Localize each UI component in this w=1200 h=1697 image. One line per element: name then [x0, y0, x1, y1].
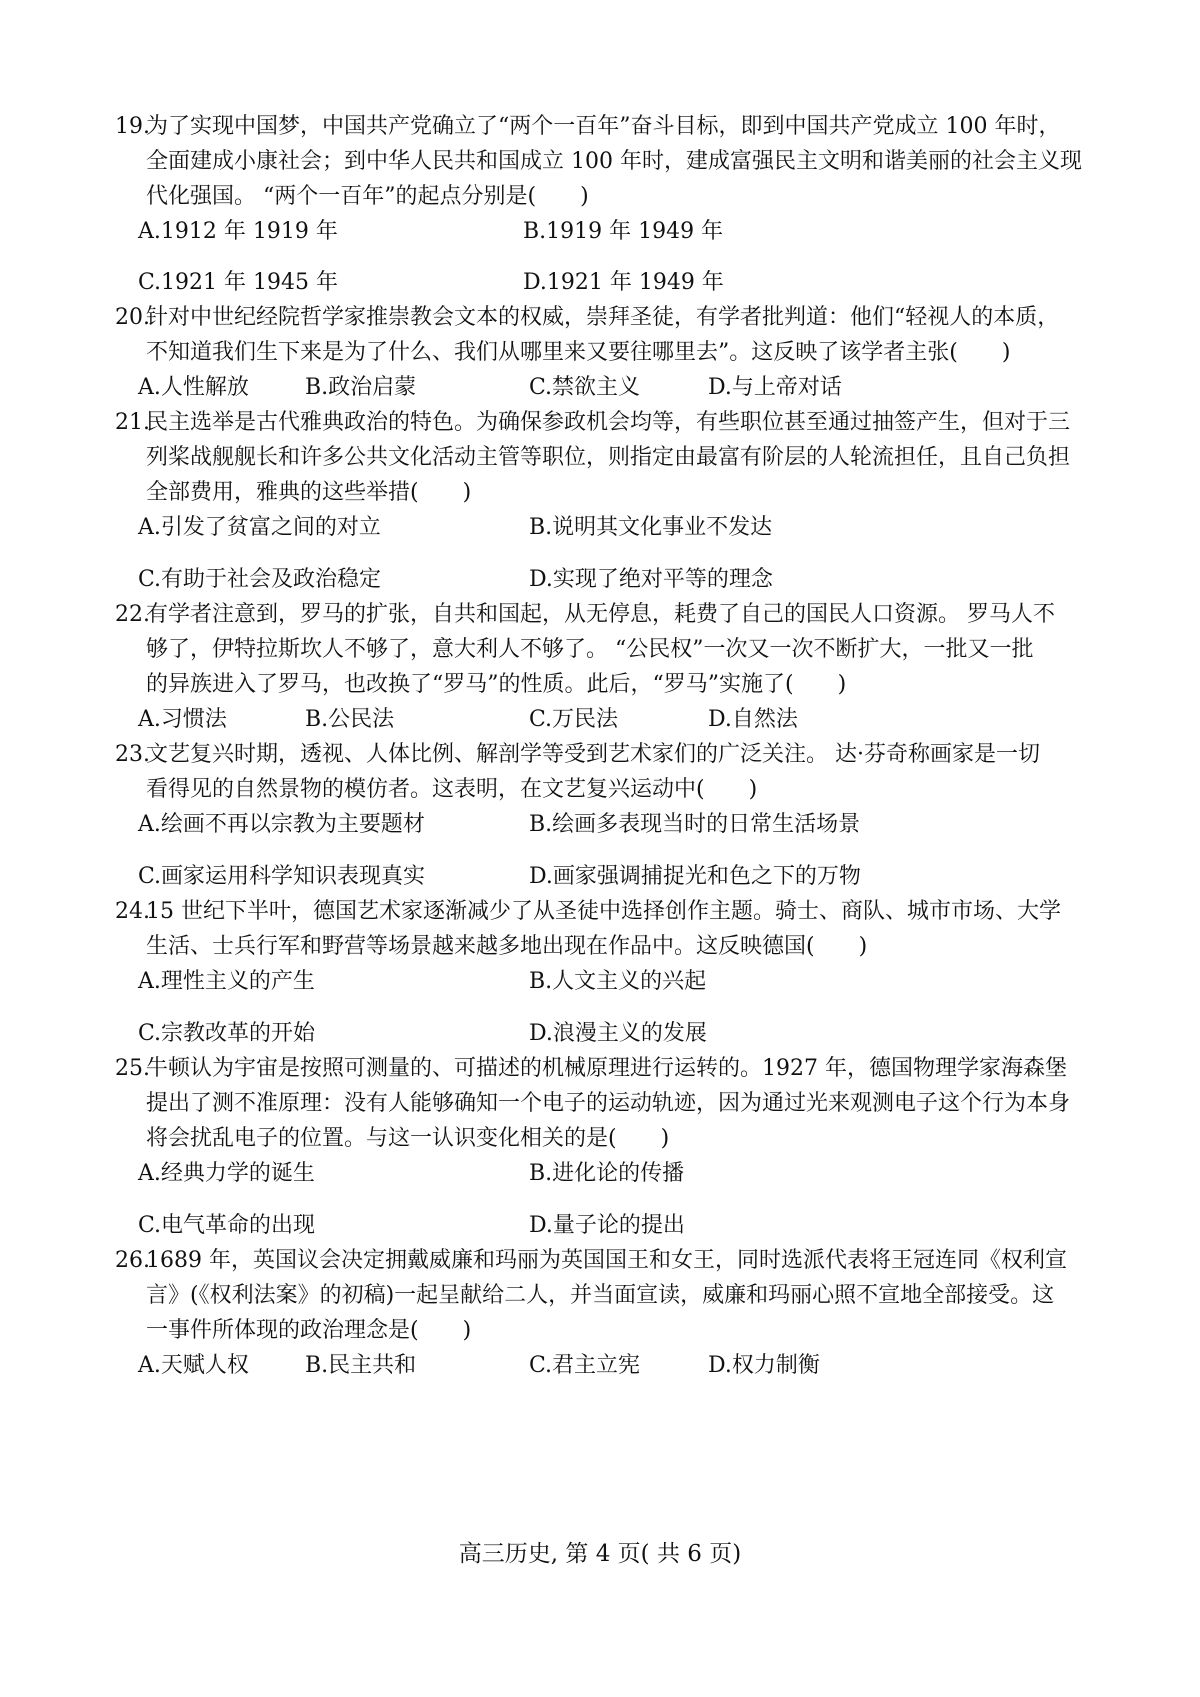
option-a: A.绘画不再以宗教为主要题材	[138, 812, 425, 837]
option-a: A.经典力学的诞生	[138, 1161, 315, 1186]
option-b: B.绘画多表现当时的日常生活场景	[529, 812, 861, 837]
question-text-line: 言》(《权利法案》的初稿)一起呈献给二人，并当面宣读，威廉和玛丽心照不宣地全部接受。这	[146, 1283, 1055, 1308]
option-c: C.宗教改革的开始	[138, 1021, 316, 1046]
option-b: B.政治启蒙	[305, 375, 417, 400]
question-number: 25.	[115, 1056, 150, 1081]
option-b: B.说明其文化事业不发达	[529, 515, 773, 540]
question-text-line: 15 世纪下半叶，德国艺术家逐渐减少了从圣徒中选择创作主题。骑士、商队、城市市场、大学	[146, 899, 1061, 924]
question-text-line: 代化强国。 “两个一百年”的起点分别是( )	[146, 184, 589, 209]
question-text-line: 有学者注意到，罗马的扩张，自共和国起，从无停息，耗费了自己的国民人口资源。 罗马人不	[146, 602, 1055, 627]
option-c: C.禁欲主义	[529, 375, 641, 400]
option-d: D.自然法	[708, 707, 798, 732]
option-a: A.习惯法	[138, 707, 227, 732]
option-d: D.浪漫主义的发展	[529, 1021, 707, 1046]
question-text-line: 一事件所体现的政治理念是( )	[146, 1318, 472, 1343]
question-text-line: 民主选举是古代雅典政治的特色。为确保参政机会均等，有些职位甚至通过抽签产生，但对于三	[146, 410, 1071, 435]
question-text-line: 将会扰乱电子的位置。与这一认识变化相关的是( )	[146, 1126, 670, 1151]
question-text-line: 全面建成小康社会；到中华人民共和国成立 100 年时，建成富强民主文明和谐美丽的社会主义现	[146, 149, 1082, 174]
option-a: A.引发了贫富之间的对立	[138, 515, 381, 540]
question-number: 21.	[115, 410, 150, 435]
question-text-line: 文艺复兴时期，透视、人体比例、解剖学等受到艺术家们的广泛关注。 达·芬奇称画家是一切	[146, 742, 1040, 767]
option-b: B.1919 年 1949 年	[523, 219, 724, 244]
question-text-line: 看得见的自然景物的模仿者。这表明，在文艺复兴运动中( )	[146, 777, 758, 802]
option-c: C.万民法	[529, 707, 619, 732]
question-text-line: 为了实现中国梦，中国共产党确立了“两个一百年”奋斗目标，即到中国共产党成立 100 年时，	[146, 114, 1061, 139]
question-text-line: 够了，伊特拉斯坎人不够了，意大利人不够了。 “公民权”一次又一次不断扩大，一批又一批	[146, 637, 1034, 662]
option-a: A.1912 年 1919 年	[138, 219, 338, 244]
question-text-line: 提出了测不准原理：没有人能够确知一个电子的运动轨迹，因为通过光来观测电子这个行为本身	[146, 1091, 1071, 1116]
option-b: B.公民法	[305, 707, 395, 732]
question-number: 22.	[115, 602, 150, 627]
question-text-line: 全部费用，雅典的这些举措( )	[146, 480, 472, 505]
question-text-line: 生活、士兵行军和野营等场景越来越多地出现在作品中。这反映德国( )	[146, 934, 868, 959]
question-number: 26.	[115, 1248, 150, 1273]
option-d: D.权力制衡	[708, 1353, 820, 1378]
option-c: C.君主立宪	[529, 1353, 641, 1378]
question-number: 23.	[115, 742, 150, 767]
option-d: D.实现了绝对平等的理念	[529, 567, 773, 592]
option-c: C.有助于社会及政治稳定	[138, 567, 382, 592]
page-footer: 高三历史, 第 4 页( 共 6 页)	[458, 1541, 742, 1567]
option-d: D.画家强调捕捉光和色之下的万物	[529, 864, 861, 889]
question-text-line: 牛顿认为宇宙是按照可测量的、可描述的机械原理进行运转的。1927 年，德国物理学家海森堡	[146, 1056, 1067, 1081]
option-b: B.人文主义的兴起	[529, 969, 707, 994]
option-b: B.进化论的传播	[529, 1161, 685, 1186]
option-c: C.电气革命的出现	[138, 1213, 316, 1238]
question-text-line: 的异族进入了罗马，也改换了“罗马”的性质。此后，“罗马”实施了( )	[146, 672, 847, 697]
option-c: C.1921 年 1945 年	[138, 270, 338, 295]
question-text-line: 列桨战舰舰长和许多公共文化活动主管等职位，则指定由最富有阶层的人轮流担任，且自己负担	[146, 445, 1071, 470]
question-number: 19.	[115, 114, 150, 139]
option-d: D.与上帝对话	[708, 375, 842, 400]
option-c: C.画家运用科学知识表现真实	[138, 864, 426, 889]
option-b: B.民主共和	[305, 1353, 417, 1378]
option-a: A.理性主义的产生	[138, 969, 315, 994]
question-text-line: 针对中世纪经院哲学家推崇教会文本的权威，崇拜圣徒，有学者批判道：他们“轻视人的本质，	[146, 305, 1060, 330]
question-number: 24.	[115, 899, 150, 924]
option-d: D.1921 年 1949 年	[523, 270, 724, 295]
option-a: A.人性解放	[138, 375, 249, 400]
option-d: D.量子论的提出	[529, 1213, 685, 1238]
question-text-line: 不知道我们生下来是为了什么、我们从哪里来又要往哪里去”。这反映了该学者主张( )	[146, 340, 1011, 365]
option-a: A.天赋人权	[138, 1353, 249, 1378]
question-number: 20.	[115, 305, 150, 330]
question-text-line: 1689 年，英国议会决定拥戴威廉和玛丽为英国国王和女王，同时选派代表将王冠连同《权利宣	[146, 1248, 1067, 1273]
